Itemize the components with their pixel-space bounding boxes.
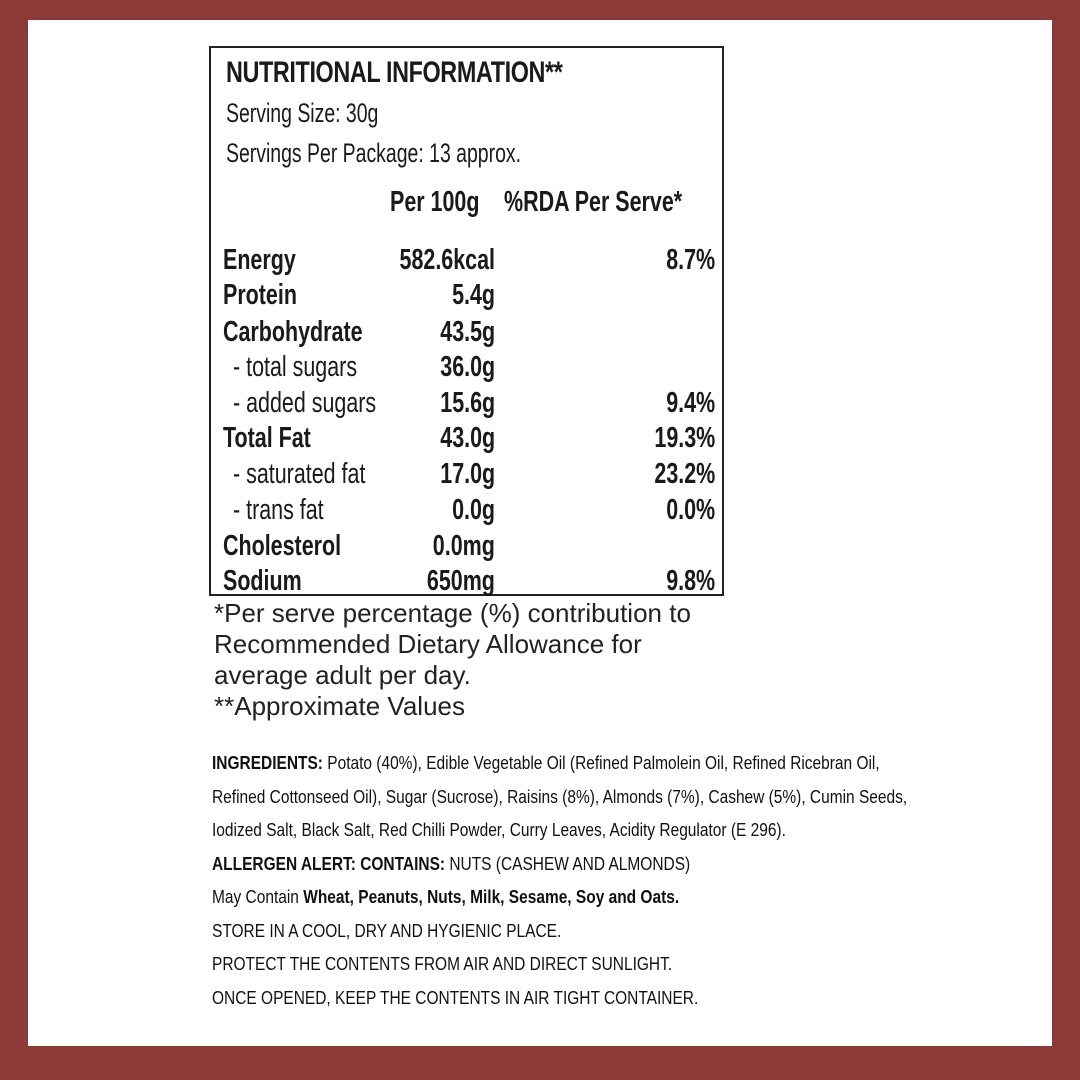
nutrient-name-text: Protein <box>223 279 297 311</box>
nutrient-rda-text: 23.2% <box>654 458 715 490</box>
nutrient-value <box>403 565 495 598</box>
allergen-alert <box>212 848 1032 882</box>
nutrient-value <box>421 458 495 491</box>
nutrient-rda-text: 9.8% <box>666 565 715 597</box>
may-contain-items: Wheat, Peanuts, Nuts, Milk, Sesame, Soy and Oats. <box>303 887 680 907</box>
nutrient-rda <box>649 565 715 598</box>
allergen-label: ALLERGEN ALERT: CONTAINS: <box>212 853 446 874</box>
nutrient-value-text: 650mg <box>427 565 495 597</box>
nutrient-name-text: - added sugars <box>233 387 377 419</box>
nutrient-name <box>223 565 329 598</box>
nutrient-rda-text: 9.4% <box>666 387 715 419</box>
nutrient-name <box>233 351 401 384</box>
rda-footnote <box>214 598 814 722</box>
ingredients-text: Iodized Salt, Black Salt, Red Chilli Powder, Curry Leaves, Acidity Regulator (E 296). <box>212 820 786 840</box>
storage-instruction <box>212 915 1032 949</box>
ingredients-line-inner <box>212 747 880 781</box>
nutrient-row <box>211 351 722 387</box>
nutrient-value <box>437 494 495 527</box>
nutrient-value <box>421 422 495 455</box>
nutrient-value-text: 43.0g <box>440 422 495 454</box>
protect-instruction <box>212 948 1032 982</box>
nutrient-rda-text: 0.0% <box>666 494 715 526</box>
nutrient-row <box>211 530 722 566</box>
nutrient-value-text: 36.0g <box>440 351 495 383</box>
nutrient-rda <box>649 244 715 277</box>
nutrient-row <box>211 387 722 423</box>
nutrient-value-text: 582.6kcal <box>399 244 495 276</box>
nutrient-name <box>233 458 412 491</box>
nutrient-name <box>223 316 412 349</box>
nutrient-row <box>211 494 722 530</box>
nutrient-row <box>211 244 722 280</box>
column-header-per100g <box>390 186 511 219</box>
ingredients-text: Refined Cottonseed Oil), Sugar (Sucrose), Raisins (8%), Almonds (7%), Cashew (5%), Cumin Seeds, <box>212 786 908 807</box>
nutrient-rda-text: 19.3% <box>654 422 715 454</box>
nutrient-value <box>437 279 495 312</box>
nutrient-value-text: 17.0g <box>440 458 495 490</box>
nutrient-row <box>211 422 722 458</box>
nutrient-name-text: - trans fat <box>233 494 324 526</box>
nutrient-value <box>421 351 495 384</box>
nutrient-rda <box>649 387 715 420</box>
nutrition-table <box>209 46 724 596</box>
footnote-line: **Approximate Values <box>214 691 465 721</box>
footnote-line: *Per serve percentage (%) contribution to <box>214 598 691 628</box>
label-frame <box>28 20 1052 1046</box>
ingredients-label: INGREDIENTS: <box>212 753 323 773</box>
nutrient-row <box>211 316 722 352</box>
nutrient-name <box>233 494 356 527</box>
nutrient-rda <box>649 494 715 527</box>
nutrient-name <box>233 387 426 420</box>
nutrient-value <box>411 530 495 563</box>
ingredients-text: Potato (40%), Edible Vegetable Oil (Refined Palmolein Oil, Refined Ricebran Oil, <box>322 753 880 773</box>
nutrient-name-text: Energy <box>223 244 296 276</box>
nutrient-value-text: 0.0g <box>452 494 495 526</box>
may-contain <box>212 881 1032 915</box>
nutrient-row <box>211 279 722 315</box>
nutrition-title <box>226 56 657 90</box>
may-contain-prefix: May Contain <box>212 887 304 907</box>
nutrient-row <box>211 458 722 494</box>
nutrient-name <box>223 279 323 312</box>
allergen-alert-inner <box>212 848 690 882</box>
nutrient-value-text: 43.5g <box>440 316 495 348</box>
nutrient-name-text: - saturated fat <box>233 458 366 490</box>
ingredients-block <box>212 747 1032 1015</box>
nutrient-value-text: 0.0mg <box>432 530 495 562</box>
nutrient-name-text: - total sugars <box>233 351 358 383</box>
nutrient-name-text: Cholesterol <box>223 530 342 562</box>
column-header-rda <box>504 186 745 219</box>
nutrient-rda <box>633 458 715 491</box>
nutrition-title-text: NUTRITIONAL INFORMATION** <box>226 56 563 89</box>
footnote-line: Recommended Dietary Allowance for <box>214 629 642 659</box>
nutrient-row <box>211 565 722 601</box>
nutrient-value-text: 15.6g <box>440 387 495 419</box>
nutrient-value <box>421 316 495 349</box>
nutrient-name <box>223 422 342 455</box>
storage-text: STORE IN A COOL, DRY AND HYGIENIC PLACE. <box>212 920 562 941</box>
nutrient-value <box>366 244 495 277</box>
nutrient-name <box>223 530 383 563</box>
column-header-per100g-text: Per 100g <box>390 186 480 218</box>
once-opened-text: ONCE OPENED, KEEP THE CONTENTS IN AIR TIGHT CONTAINER. <box>212 987 699 1008</box>
may-contain-inner <box>212 881 679 915</box>
footnote-line: average adult per day. <box>214 660 471 690</box>
nutrient-name <box>223 244 321 277</box>
servings-per-package-text: Servings Per Package: 13 approx. <box>226 138 522 168</box>
ingredients-line <box>212 747 1032 781</box>
nutrient-rda-text: 8.7% <box>666 244 715 276</box>
nutrient-name-text: Total Fat <box>223 422 311 454</box>
serving-size <box>226 98 438 129</box>
nutrient-name-text: Carbohydrate <box>223 316 363 348</box>
nutrient-value <box>421 387 495 420</box>
servings-per-package <box>226 138 636 169</box>
allergen-text: NUTS (CASHEW AND ALMONDS) <box>445 853 691 874</box>
nutrient-name-text: Sodium <box>223 565 302 597</box>
nutrient-value-text: 5.4g <box>452 279 495 311</box>
protect-text: PROTECT THE CONTENTS FROM AIR AND DIRECT SUNLIGHT. <box>212 954 673 974</box>
ingredients-line <box>212 814 1032 848</box>
once-opened-instruction <box>212 982 1032 1016</box>
column-header-rda-text: %RDA Per Serve* <box>504 186 683 218</box>
nutrient-rda <box>633 422 715 455</box>
ingredients-line <box>212 781 1032 815</box>
serving-size-text: Serving Size: 30g <box>226 98 379 128</box>
